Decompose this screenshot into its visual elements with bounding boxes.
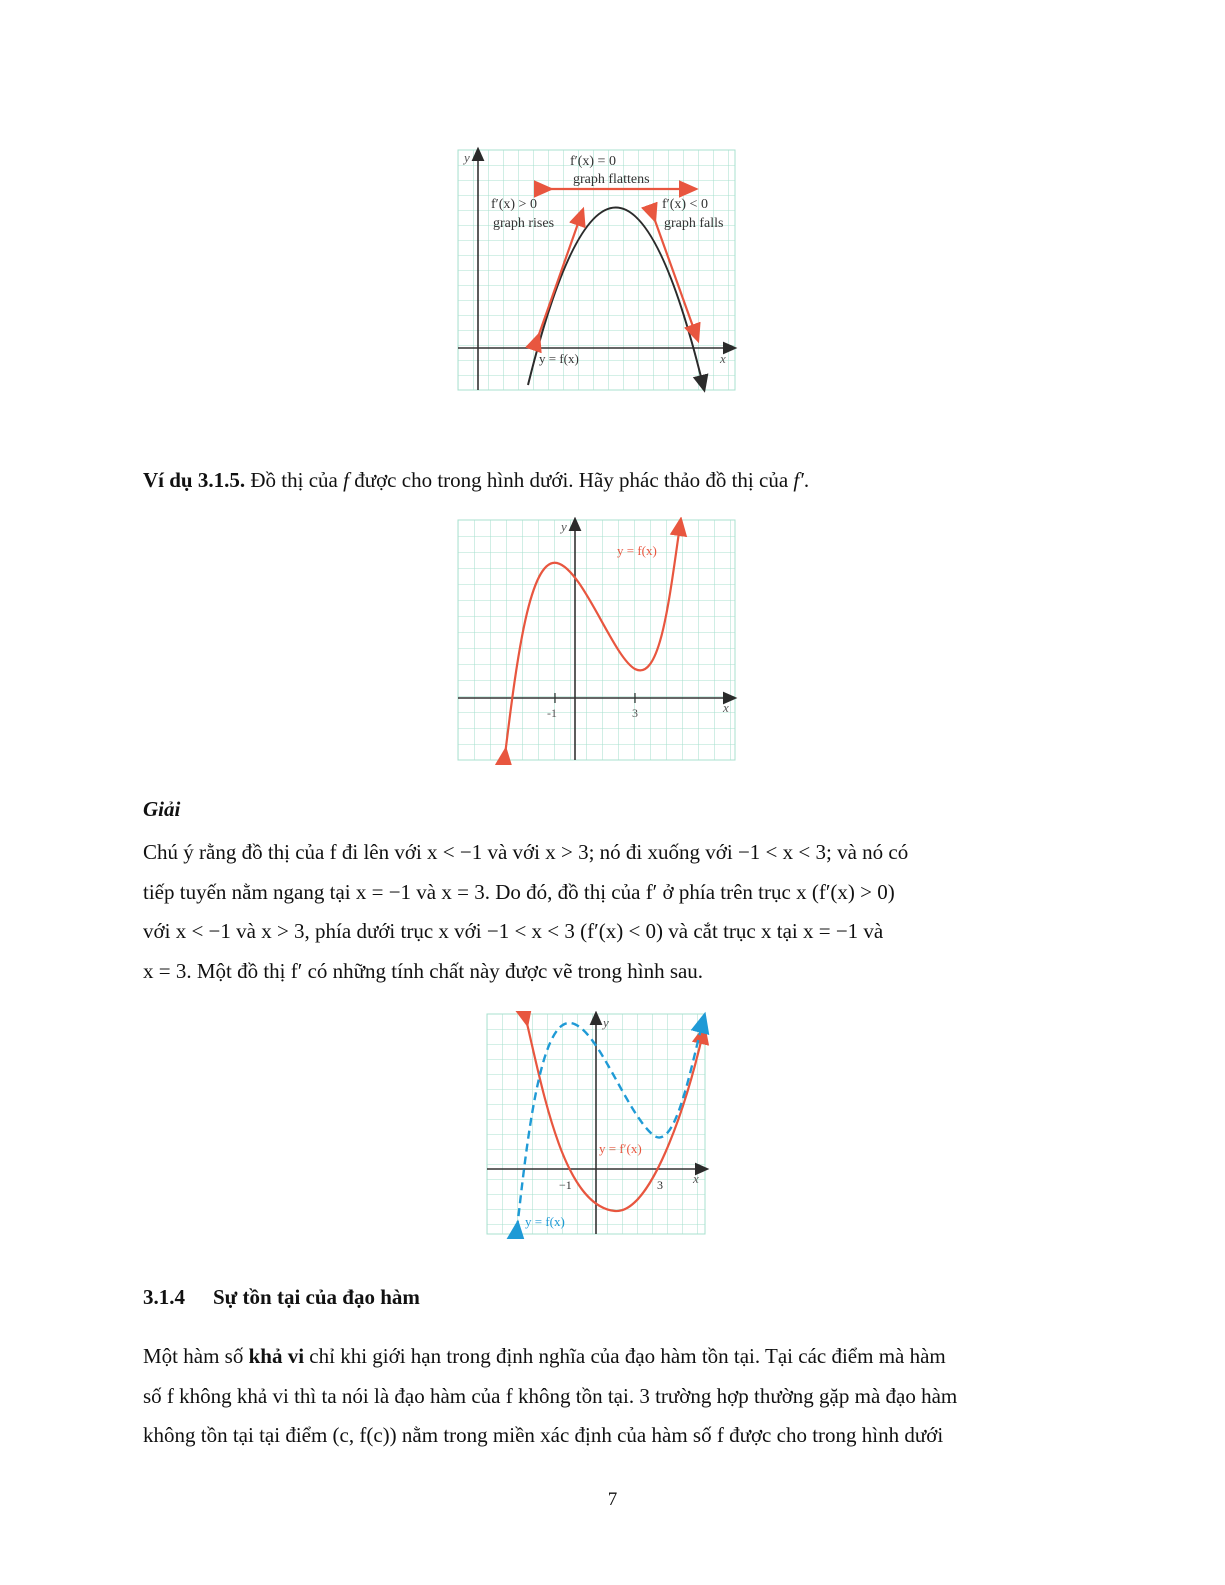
figure-derivative-graph (485, 1011, 710, 1239)
figure2-y-axis-label: y (561, 519, 567, 534)
solution-line-4: x = 3. Một đồ thị f′ có những tính chất này được vẽ trong hình sau. (143, 958, 704, 983)
figure1-left-label-2: graph rises (493, 216, 555, 231)
existence-bold-term: khả vi (248, 1344, 305, 1368)
existence-paragraph (143, 1337, 1055, 1456)
example-f: f (343, 468, 349, 492)
figure1-left-label-1: f′(x) > 0 (491, 197, 537, 212)
example-end: . (803, 468, 810, 492)
existence-line-1 (143, 1337, 1055, 1377)
solution-line-3: với x < −1 và x > 3, phía dưới trục x với −1 < x < 3 (f′(x) < 0) và cắt trục x tại x = −1 và (143, 919, 884, 943)
section-number: 3.1.4 (143, 1285, 185, 1309)
figure1-y-axis-label: y (464, 150, 470, 165)
figure1-right-label-2: graph falls (664, 216, 724, 231)
figure1-right-label-1: f′(x) < 0 (662, 197, 708, 212)
figure3-y-axis-label: y (603, 1015, 609, 1030)
figure3-function-label: y = f(x) (525, 1214, 565, 1229)
section-title: Sự tồn tại của đạo hàm (213, 1285, 420, 1309)
section-heading (143, 1285, 420, 1310)
solution-line-1: Chú ý rằng đồ thị của f đi lên với x < −1 và với x > 3; nó đi xuống với −1 < x < 3; và nó có (143, 840, 909, 864)
figure1-x-axis-label: x (720, 351, 726, 366)
existence-line-1-b: chỉ khi giới hạn trong định nghĩa của đạo hàm tồn tại. Tại các điểm mà hàm (309, 1344, 946, 1368)
figure-function-graph (455, 517, 740, 765)
figure2-tick-neg1-label: -1 (547, 706, 557, 720)
solution-paragraph (143, 833, 1055, 991)
figure2-curve-label: y = f(x) (617, 543, 657, 558)
figure2-x-axis-label: x (723, 700, 729, 715)
existence-line-1-a: Một hàm số (143, 1344, 244, 1368)
example-text-middle: được cho trong hình dưới. Hãy phác thảo đồ thị của (354, 468, 789, 492)
example-statement (143, 468, 809, 493)
existence-line-2: số f không khả vi thì ta nói là đạo hàm của f không tồn tại. 3 trường hợp thường gặp mà đạo hàm (143, 1383, 958, 1408)
figure1-top-label-1: f′(x) = 0 (570, 154, 616, 169)
figure2-grid (458, 520, 735, 760)
solution-line-2: tiếp tuyến nằm ngang tại x = −1 và x = 3. Do đó, đồ thị của f′ ở phía trên trục x (f′(x) > 0) (143, 879, 895, 904)
figure-tangent-behavior (455, 145, 740, 395)
solution-heading: Giải (143, 797, 181, 821)
figure3-derivative-label: y = f′(x) (599, 1141, 642, 1156)
figure3-x-axis-label: x (693, 1171, 699, 1186)
figure1-top-label-2: graph flattens (573, 172, 650, 187)
figure2-tick-3-label: 3 (632, 706, 638, 720)
figure3-tick-neg1-label: −1 (559, 1178, 572, 1192)
example-text-before: Đồ thị của (250, 468, 338, 492)
example-fprime: f′ (793, 468, 804, 492)
example-label: Ví dụ 3.1.5. (143, 468, 246, 492)
figure1-curve-label: y = f(x) (539, 351, 579, 366)
existence-line-3: không tồn tại tại điểm (c, f(c)) nằm trong miền xác định của hàm số f được cho trong hình dưới (143, 1423, 944, 1447)
page-number: 7 (607, 1489, 618, 1510)
figure3-tick-3-label: 3 (657, 1178, 663, 1192)
